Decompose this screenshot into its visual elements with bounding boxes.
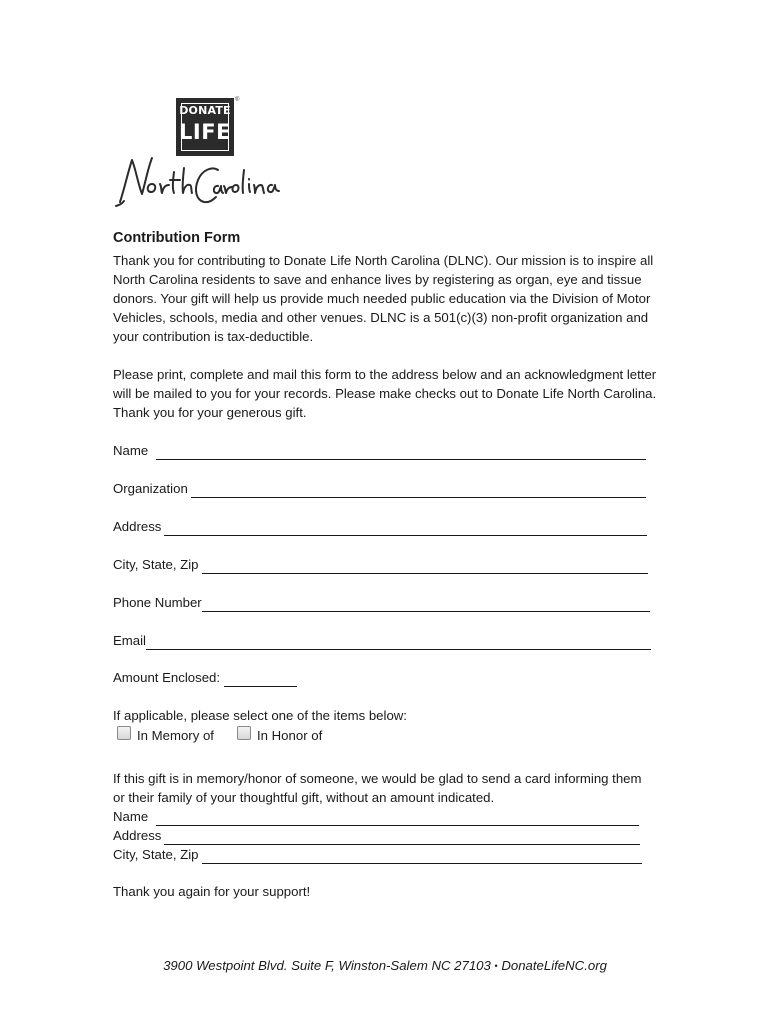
honoree-address-line[interactable] bbox=[164, 830, 640, 845]
footer bbox=[0, 958, 770, 973]
name-label: Name bbox=[113, 443, 149, 458]
organization-label: Organization bbox=[113, 481, 188, 496]
logo-donate-text: DONATE bbox=[179, 104, 231, 117]
amount-label: Amount Enclosed: bbox=[113, 670, 221, 685]
select-instructions: If applicable, please select one of the items below: bbox=[113, 708, 407, 723]
city-state-zip-line[interactable] bbox=[202, 559, 649, 574]
donate-life-nc-logo bbox=[114, 94, 284, 216]
city-state-zip-label: City, State, Zip bbox=[113, 557, 199, 572]
name-field[interactable] bbox=[113, 441, 646, 460]
closing-message: Thank you again for your support! bbox=[113, 884, 311, 899]
address-label: Address bbox=[113, 519, 162, 534]
phone-line[interactable] bbox=[202, 597, 650, 612]
form-title: Contribution Form bbox=[113, 230, 241, 246]
instructions-paragraph: Please print, complete and mail this form to the address below and an acknowledgment letter will be mailed to you for your records. Please make checks out to Donate Life North Carolina. Thank you for your generous gift. bbox=[113, 367, 657, 420]
honoree-name-field[interactable] bbox=[113, 807, 639, 826]
footer-address: 3900 Westpoint Blvd. Suite F, Winston-Salem NC 27103 bbox=[163, 958, 491, 973]
registered-mark: ® bbox=[235, 97, 240, 103]
honoree-city-state-zip-label: City, State, Zip bbox=[113, 847, 199, 862]
intro-paragraph: Thank you for contributing to Donate Life North Carolina (DLNC). Our mission is to inspire all North Carolina residents to save and enhance lives by registering as organ, eye and tissue donors. Your gift will help us provide much needed public education via the Division of Motor Vehicles, schools, media and other venues. DLNC is a 501(c)(3) non-profit organization and your contribution is tax-deductible. bbox=[113, 253, 654, 344]
honoree-address-label: Address bbox=[113, 828, 162, 843]
address-field[interactable] bbox=[113, 517, 647, 536]
amount-line[interactable] bbox=[224, 672, 297, 687]
phone-label: Phone Number bbox=[113, 595, 202, 610]
amount-field[interactable] bbox=[113, 668, 297, 687]
honoree-address-field[interactable] bbox=[113, 826, 640, 845]
organization-line[interactable] bbox=[191, 483, 646, 498]
in-honor-option[interactable] bbox=[237, 728, 322, 743]
honoree-paragraph: If this gift is in memory/honor of someone, we would be glad to send a card informing them or their family of your thoughtful gift, without an amount indicated. bbox=[113, 771, 642, 805]
email-field[interactable] bbox=[113, 631, 651, 650]
phone-field[interactable] bbox=[113, 593, 650, 612]
in-honor-label: In Honor of bbox=[257, 728, 323, 743]
donate-life-badge bbox=[176, 98, 234, 156]
north-carolina-script-logo bbox=[114, 150, 284, 216]
honoree-name-label: Name bbox=[113, 809, 149, 824]
organization-field[interactable] bbox=[113, 479, 646, 498]
city-state-zip-field[interactable] bbox=[113, 555, 648, 574]
in-honor-checkbox[interactable] bbox=[237, 726, 251, 740]
footer-bullet: • bbox=[494, 961, 498, 971]
in-memory-checkbox[interactable] bbox=[117, 726, 131, 740]
in-memory-label: In Memory of bbox=[137, 728, 214, 743]
honoree-city-state-zip-line[interactable] bbox=[202, 849, 643, 864]
email-label: Email bbox=[113, 633, 146, 648]
name-line[interactable] bbox=[156, 445, 646, 460]
footer-website: DonateLifeNC.org bbox=[501, 958, 607, 973]
honoree-city-state-zip-field[interactable] bbox=[113, 845, 642, 864]
honoree-name-line[interactable] bbox=[156, 811, 639, 826]
address-line[interactable] bbox=[164, 521, 647, 536]
in-memory-option[interactable] bbox=[117, 728, 214, 743]
email-line[interactable] bbox=[146, 635, 651, 650]
logo-life-text: LIFE bbox=[179, 120, 231, 144]
